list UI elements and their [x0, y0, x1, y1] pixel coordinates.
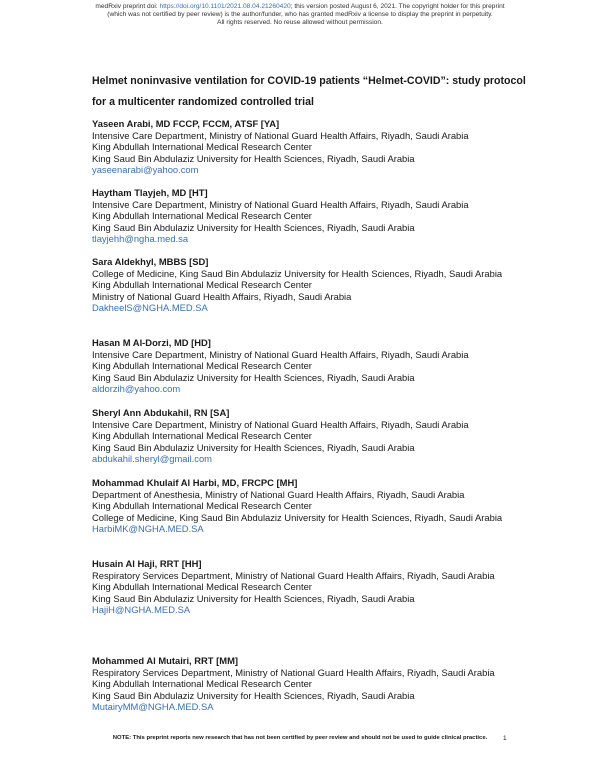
author-name: Haytham Tlayjeh, MD [HT]	[92, 187, 208, 198]
affiliation: Intensive Care Department, Ministry of National Guard Health Affairs, Riyadh, Saudi Arabia	[92, 129, 469, 141]
affiliation: Ministry of National Guard Health Affairs, Riyadh, Saudi Arabia	[92, 290, 352, 302]
affiliation: Intensive Care Department, Ministry of National Guard Health Affairs, Riyadh, Saudi Arabia	[92, 198, 469, 210]
author-block	[92, 118, 532, 176]
footer-note: NOTE: This preprint reports new research that has not been certified by peer review and should not be used to guide clinical practice.	[112, 735, 488, 741]
affiliation: King Saud Bin Abdulaziz University for Health Sciences, Riyadh, Saudi Arabia	[92, 592, 415, 604]
author-email-link[interactable]: DakheelS@NGHA.MED.SA	[92, 302, 208, 314]
author-email-link[interactable]: HajiH@NGHA.MED.SA	[92, 604, 191, 616]
author-block	[92, 407, 532, 465]
author-block	[92, 655, 532, 713]
author-email-link[interactable]: abdukahil.sheryl@gmail.com	[92, 453, 212, 465]
affiliation: King Abdullah International Medical Research Center	[92, 141, 312, 153]
author-block	[92, 187, 532, 245]
affiliation: King Abdullah International Medical Research Center	[92, 430, 312, 442]
author-name: Mohammad Khulaif Al Harbi, MD, FRCPC [MH]	[92, 477, 298, 488]
affiliation: King Saud Bin Abdulaziz University for Health Sciences, Riyadh, Saudi Arabia	[92, 221, 415, 233]
affiliation: Intensive Care Department, Ministry of National Guard Health Affairs, Riyadh, Saudi Arabia	[92, 418, 469, 430]
header-line-2: (which was not certified by peer review) is the author/funder, who has granted medRxiv a license to display the preprint in perpetuity.	[107, 11, 493, 19]
affiliation: Respiratory Services Department, Ministry of National Guard Health Affairs, Riyadh, Saudi Arabia	[92, 666, 495, 678]
author-name: Yaseen Arabi, MD FCCP, FCCM, ATSF [YA]	[92, 118, 280, 129]
author-block	[92, 256, 532, 314]
affiliation: King Abdullah International Medical Research Center	[92, 279, 312, 291]
preprint-header	[0, 3, 600, 28]
affiliation: Intensive Care Department, Ministry of National Guard Health Affairs, Riyadh, Saudi Arabia	[92, 348, 469, 360]
author-name: Husain Al Haji, RRT [HH]	[92, 558, 202, 569]
page-number: 1	[503, 735, 507, 742]
header-suffix: ; this version posted August 6, 2021. The copyright holder for this preprint	[290, 3, 505, 10]
author-name: Sheryl Ann Abdukahil, RN [SA]	[92, 407, 230, 418]
author-email-link[interactable]: HarbiMK@NGHA.MED.SA	[92, 523, 204, 535]
header-line-3: All rights reserved. No reuse allowed without permission.	[217, 19, 383, 27]
affiliation: Respiratory Services Department, Ministry of National Guard Health Affairs, Riyadh, Saudi Arabia	[92, 569, 495, 581]
author-block	[92, 337, 532, 395]
header-prefix: medRxiv preprint doi:	[95, 3, 160, 10]
affiliation: King Abdullah International Medical Research Center	[92, 581, 312, 593]
affiliation: King Saud Bin Abdulaziz University for Health Sciences, Riyadh, Saudi Arabia	[92, 371, 415, 383]
header-line-1	[0, 3, 600, 11]
affiliation: College of Medicine, King Saud Bin Abdulaziz University for Health Sciences, Riyadh, Saudi Arabia	[92, 267, 503, 279]
affiliation: King Saud Bin Abdulaziz University for Health Sciences, Riyadh, Saudi Arabia	[92, 441, 415, 453]
affiliation: College of Medicine, King Saud Bin Abdulaziz University for Health Sciences, Riyadh, Saudi Arabia	[92, 511, 503, 523]
author-block	[92, 477, 532, 535]
author-name: Mohammed Al Mutairi, RRT [MM]	[92, 655, 238, 666]
affiliation: King Abdullah International Medical Research Center	[92, 500, 312, 512]
affiliation: King Abdullah International Medical Research Center	[92, 678, 312, 690]
author-email-link[interactable]: tlayjehh@ngha.med.sa	[92, 233, 189, 245]
paper-title: Helmet noninvasive ventilation for COVID-19 patients “Helmet-COVID”: study protocol for a multicenter randomized controlled trial	[92, 75, 526, 108]
affiliation: King Saud Bin Abdulaziz University for Health Sciences, Riyadh, Saudi Arabia	[92, 689, 415, 701]
affiliation: Department of Anesthesia, Ministry of National Guard Health Affairs, Riyadh, Saudi Arabia	[92, 488, 465, 500]
author-name: Sara Aldekhyl, MBBS [SD]	[92, 256, 209, 267]
doi-link[interactable]: https://doi.org/10.1101/2021.08.04.21260420	[159, 3, 291, 10]
affiliation: King Abdullah International Medical Research Center	[92, 210, 312, 222]
affiliation: King Abdullah International Medical Research Center	[92, 360, 312, 372]
author-email-link[interactable]: MutairyMM@NGHA.MED.SA	[92, 701, 214, 713]
author-block	[92, 558, 532, 616]
author-email-link[interactable]: yaseenarabi@yahoo.com	[92, 164, 199, 176]
author-email-link[interactable]: aldorzih@yahoo.com	[92, 383, 181, 395]
author-name: Hasan M Al-Dorzi, MD [HD]	[92, 337, 211, 348]
affiliation: King Saud Bin Abdulaziz University for Health Sciences, Riyadh, Saudi Arabia	[92, 152, 415, 164]
